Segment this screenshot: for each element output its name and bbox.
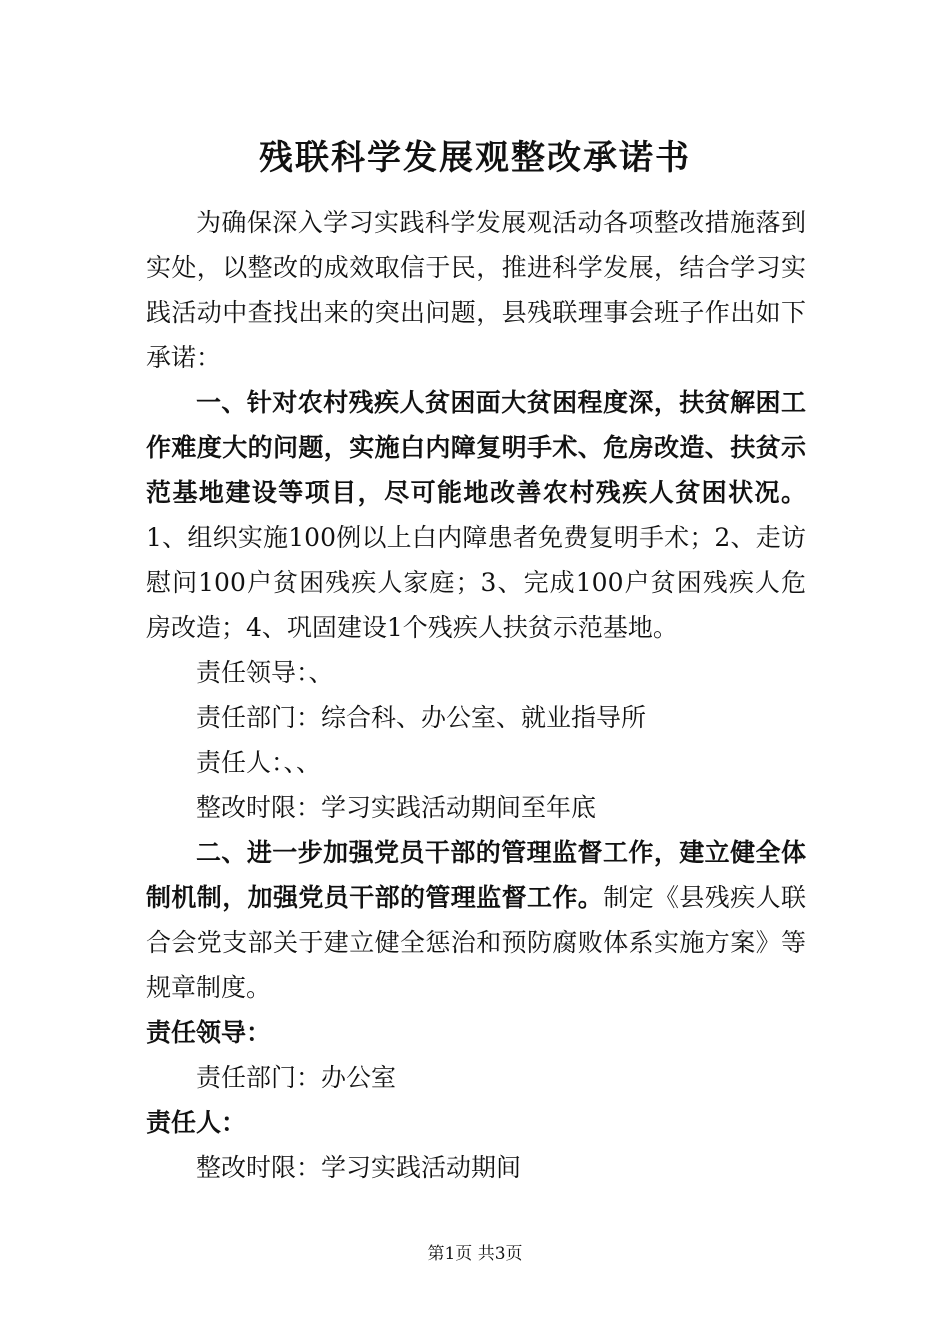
section-2-person: 责任人： <box>146 1108 247 1137</box>
section-2-department: 责任部门：办公室 <box>196 1063 397 1092</box>
document-title: 残联科学发展观整改承诺书 <box>259 138 691 178</box>
section-1-leader: 责任领导：、 <box>196 658 334 687</box>
section-1-content: 1、组织实施100例以上白内障患者免费复明手术；2、走访慰问100户贫困残疾人家庭；3、完成100户贫困残疾人危房改造；4、巩固建设1个残疾人扶贫示范基地。 <box>146 523 806 642</box>
section-2-deadline: 整改时限：学习实践活动期间 <box>196 1153 522 1182</box>
page-footer: 第1页 共3页 <box>427 1244 523 1264</box>
document-body <box>146 200 806 1190</box>
section-2-paragraph <box>146 830 806 1010</box>
section-1-paragraph <box>146 380 806 650</box>
section-1-heading: 一、针对农村残疾人贫困面大贫困程度深，扶贫解困工作难度大的问题，实施白内障复明手术、危房改造、扶贫示范基地建设等项目，尽可能地改善农村残疾人贫困状况。 <box>146 388 806 507</box>
section-2-content: 制定《县残疾人联合会党支部关于建立健全惩治和预防腐败体系实施方案》等规章制度。 <box>146 883 806 1002</box>
section-2-heading: 二、进一步加强党员干部的管理监督工作，建立健全体制机制，加强党员干部的管理监督工作。 <box>146 838 806 912</box>
intro-paragraph: 为确保深入学习实践科学发展观活动各项整改措施落到实处，以整改的成效取信于民，推进科学发展，结合学习实践活动中查找出来的突出问题，县残联理事会班子作出如下承诺： <box>146 208 806 372</box>
section-1-deadline: 整改时限：学习实践活动期间至年底 <box>196 793 597 822</box>
section-1-person: 责任人：、、 <box>196 748 322 777</box>
section-2-leader: 责任领导： <box>146 1018 272 1047</box>
section-1-department: 责任部门：综合科、办公室、就业指导所 <box>196 703 647 732</box>
